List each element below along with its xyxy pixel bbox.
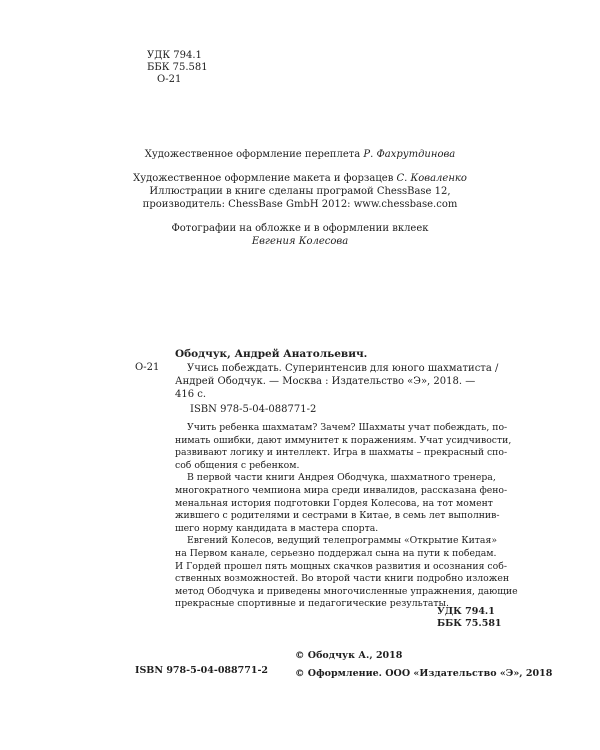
codes-block	[437, 606, 502, 630]
copyright-author: © Ободчук А., 2018	[295, 650, 403, 661]
annotation-line: менальная история подготовки Гордея Колесова, на тот момент	[175, 497, 493, 509]
annotation-line: на Первом канале, серьезно поддержал сына на пути к победам.	[175, 547, 497, 559]
annotation-line: соб общения с ребенком.	[175, 459, 300, 471]
credit-layout-block	[0, 172, 600, 211]
annotation-line: ственных возможностей. Во второй части книги подробно изложен	[175, 573, 510, 585]
credit-photos-block	[0, 222, 600, 248]
bibliography-author: Ободчук, Андрей Анатольевич.	[175, 348, 368, 360]
annotation-line: шего норму кандидата в мастера спорта.	[175, 522, 379, 534]
credit-binding-name: Р. Фахрутдинова	[363, 149, 456, 160]
annotation-line: прекрасные спортивные и педагогические результаты.	[175, 598, 449, 610]
annotation-line: многократного чемпиона мира среди инвалидов, рассказана фено-	[175, 484, 508, 496]
footer-isbn: ISBN 978-5-04-088771-2	[135, 665, 269, 676]
credit-binding-text: Художественное оформление переплета	[144, 149, 364, 160]
author-mark: О-21	[157, 74, 182, 85]
bbk-code: ББК 75.581	[147, 62, 208, 73]
annotation-line: Учить ребенка шахматам? Зачем? Шахматы учат побеждать, по-	[187, 422, 508, 433]
annotation-line: Евгений Колесов, ведущий телепрограммы «Открытие Китая»	[187, 535, 498, 547]
annotation	[175, 422, 518, 611]
bibliography-isbn: ISBN 978-5-04-088771-2	[190, 404, 317, 415]
annotation-line: развивают логику и интеллект. Игра в шахматы – прекрасный спо-	[175, 447, 508, 459]
codes-bbk: ББК 75.581	[437, 618, 502, 629]
bibliography-line: Андрей Ободчук. — Москва : Издательство «Э», 2018. —	[175, 376, 476, 387]
credit-layout-text: Художественное оформление макета и форзацев	[133, 173, 397, 184]
credit-photos-name: Евгения Колесова	[251, 236, 349, 247]
classification-block	[147, 50, 208, 86]
copyright-design: © Оформление. ООО «Издательство «Э», 2018	[295, 668, 553, 679]
annotation-line: жившего с родителями и сестрами в Китае, в семь лет выполнив-	[175, 510, 500, 522]
annotation-line: метод Ободчука и приведены многочисленные упражнения, дающие	[175, 585, 518, 597]
bibliography-line: 416 с.	[175, 389, 207, 400]
bibliography-line: Учись побеждать. Суперинтенсив для юного шахматиста /	[187, 363, 499, 374]
bibliography-record	[175, 362, 499, 401]
credit-illustrations-1: Иллюстрации в книге сделаны програмой ChessBase 12,	[149, 186, 451, 197]
codes-udk: УДК 794.1	[437, 606, 495, 617]
udk-code: УДК 794.1	[147, 50, 202, 61]
copyright-block	[295, 647, 552, 683]
annotation-line: нимать ошибки, дают иммунитет к поражениям. Учат усидчивости,	[175, 434, 512, 446]
bibliography-mark: О-21	[135, 362, 160, 373]
annotation-line: В первой части книги Андрея Ободчука, шахматного тренера,	[187, 472, 496, 484]
credit-photos-text: Фотографии на обложке и в оформлении вклеек	[171, 223, 429, 234]
credit-illustrations-2: производитель: ChessBase GmbH 2012: www.chessbase.com	[142, 199, 458, 210]
credit-layout-name: С. Коваленко	[396, 173, 467, 184]
annotation-line: И Гордей прошел пять мощных скачков развития и осознания соб-	[175, 560, 507, 572]
credit-binding	[0, 148, 600, 161]
